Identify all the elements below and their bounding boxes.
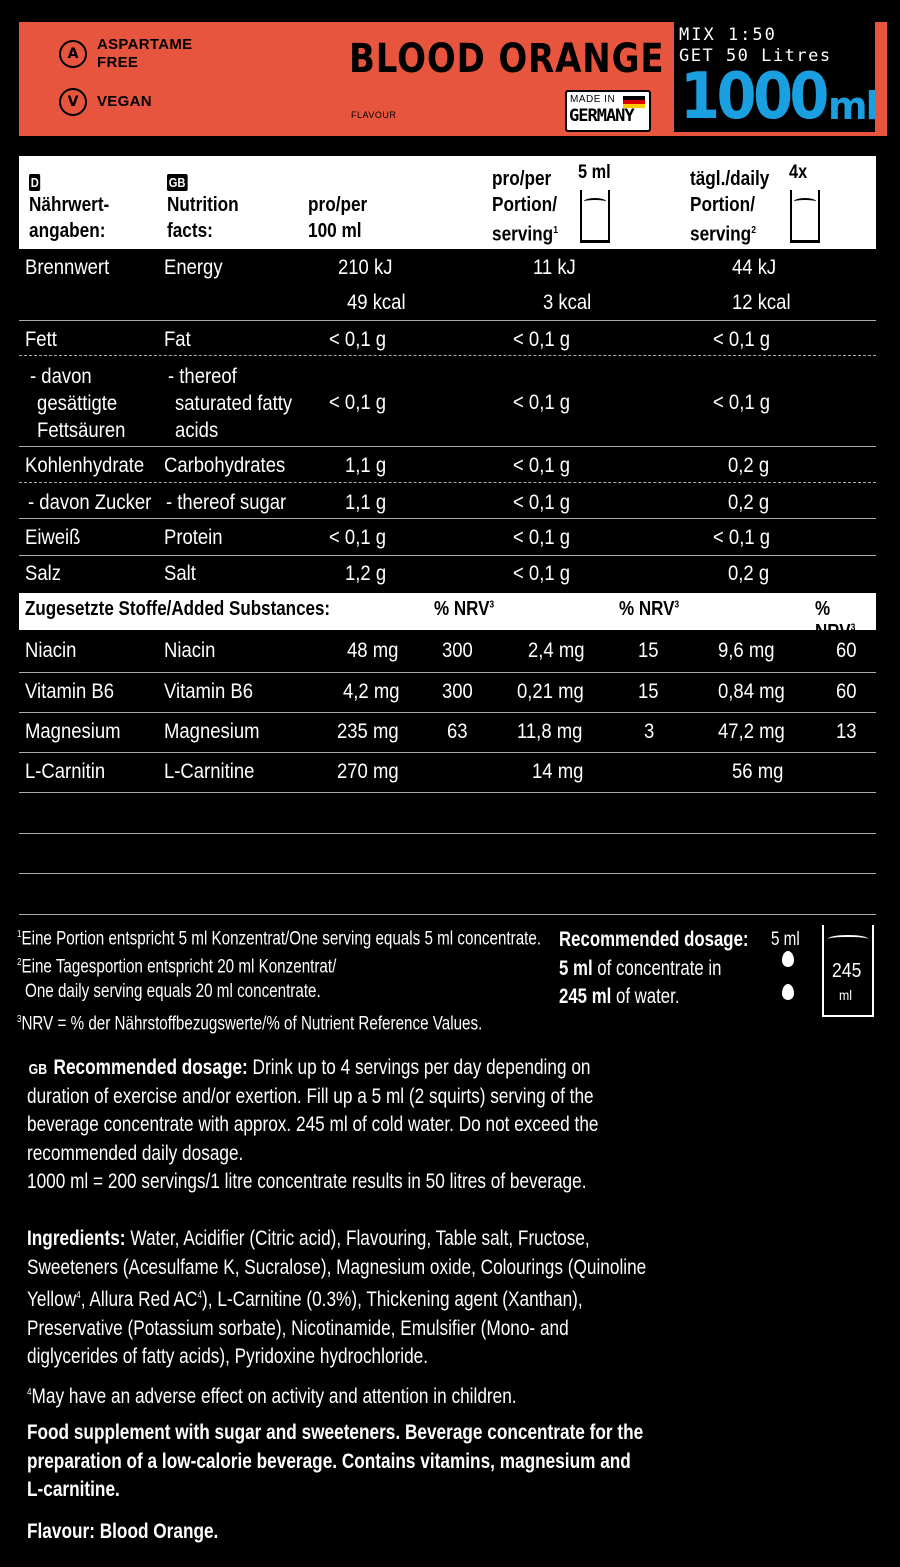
value-serving: < 0,1 g: [513, 562, 571, 585]
row-de: Brennwert: [25, 256, 110, 279]
row-gb: Salt: [164, 562, 196, 585]
footnote-2: $^2$Eine Tagesportion entspricht 20 ml Konzentrat/: [17, 956, 337, 978]
value-100ml: 1,1 g: [345, 454, 387, 477]
nrv-daily: 60: [836, 639, 857, 662]
mix-ratio-box: [674, 22, 875, 132]
glass-label-4x: 4x: [789, 162, 808, 183]
added-de: L-Carnitin: [25, 760, 106, 783]
value-serving: < 0,1 g: [513, 391, 571, 414]
value-daily: < 0,1 g: [713, 526, 771, 549]
row-de: Kohlenhydrate: [25, 454, 145, 477]
vegan-icon: V: [59, 88, 87, 116]
volume-unit: ml: [828, 84, 877, 128]
nrv-100ml: 300: [442, 680, 473, 703]
header-daily-serving: tägl./daily Portion/ serving$^2$: [690, 168, 770, 246]
row-gb: Energy: [164, 256, 223, 279]
nrv-serving: 15: [638, 680, 659, 703]
made-in-country: GERMANY: [569, 106, 634, 126]
value-serving: < 0,1 g: [513, 328, 571, 351]
value-serving: < 0,1 g: [513, 491, 571, 514]
badge-label: VEGAN: [97, 93, 152, 110]
amount-100ml: 4,2 mg: [343, 680, 400, 703]
amount-serving: 0,21 mg: [517, 680, 584, 703]
flavour-label: FLAVOUR: [351, 110, 397, 120]
row-divider: [19, 320, 876, 321]
nrv-100ml: 63: [447, 720, 468, 743]
row-divider: [19, 914, 876, 915]
added-de: Niacin: [25, 639, 77, 662]
amount-serving: 11,8 mg: [517, 720, 583, 743]
header-de: Nährwert- angaben:: [29, 194, 110, 242]
row-divider: [19, 712, 876, 713]
value-serving: 3 kcal: [543, 291, 592, 314]
amount-100ml: 48 mg: [347, 639, 399, 662]
value-daily: 0,2 g: [728, 454, 770, 477]
value-daily: 44 kJ: [732, 256, 777, 279]
drop-icon: [782, 984, 794, 1000]
glass-volume: 245: [832, 960, 862, 982]
added-de: Magnesium: [25, 720, 121, 743]
value-daily: 0,2 g: [728, 491, 770, 514]
vegan-badge: [59, 88, 152, 116]
value-100ml: < 0,1 g: [329, 526, 387, 549]
row-de: Fett: [25, 328, 57, 351]
row-de: Eiweiß: [25, 526, 81, 549]
made-in-text: MADE IN: [570, 94, 616, 105]
row-divider: [19, 873, 876, 874]
nrv-header: % NRV$^3$: [619, 598, 680, 620]
gb-dosage-paragraph: GB Recommended dosage: Drink up to 4 servings per day depending on duration of exercise and/or exertion. Fill up a 5 ml (2 squirts) serving of the beverage concentrate with approx. 245 ml of cold water. Do not exceed the recommended daily dosage. 1000 ml = 200 servings/1 litre concentrate results in 50 litres of beverage.: [27, 1054, 650, 1197]
row-divider: [19, 482, 876, 483]
value-serving: 11 kJ: [533, 256, 576, 279]
row-divider: [19, 446, 876, 447]
mix-ratio: MIX 1:50: [679, 25, 777, 45]
row-gb: Protein: [164, 526, 223, 549]
value-serving: < 0,1 g: [513, 526, 571, 549]
row-divider: [19, 355, 876, 356]
lang-tag-de: D: [30, 175, 39, 190]
value-100ml: < 0,1 g: [329, 328, 387, 351]
amount-100ml: 270 mg: [337, 760, 399, 783]
header-per-serving: pro/per Portion/ serving$^1$: [492, 168, 558, 246]
amount-daily: 47,2 mg: [718, 720, 785, 743]
nrv-100ml: 300: [442, 639, 473, 662]
row-divider: [19, 672, 876, 673]
nrv-serving: 15: [638, 639, 659, 662]
row-de: Salz: [25, 562, 61, 585]
servings-line: 1000 ml = 200 servings/1 litre concentrate results in 50 litres of beverage.: [27, 1170, 587, 1193]
made-in-germany-badge: [565, 90, 651, 132]
flavour-line: Flavour: Blood Orange.: [27, 1520, 219, 1543]
value-100ml: 1,1 g: [345, 491, 387, 514]
nrv-daily: 13: [836, 720, 857, 743]
lang-tag-gb: GB: [168, 175, 186, 190]
row-gb: Carbohydrates: [164, 454, 286, 477]
footnote-2b: One daily serving equals 20 ml concentrate.: [25, 981, 321, 1002]
nrv-header: % NRV$^3$: [434, 598, 495, 620]
amount-serving: 14 mg: [532, 760, 584, 783]
row-gb: Fat: [164, 328, 191, 351]
glass-unit: ml: [839, 987, 853, 1003]
nutrition-table-header: [19, 156, 876, 249]
amount-daily: 0,84 mg: [718, 680, 785, 703]
value-daily: 0,2 g: [728, 562, 770, 585]
value-100ml: < 0,1 g: [329, 391, 387, 414]
amount-serving: 2,4 mg: [528, 639, 585, 662]
row-divider: [19, 833, 876, 834]
supplement-statement: Food supplement with sugar and sweeteners. Beverage concentrate for the preparation of a low-calorie beverage. Contains vitamins, magnesium and L-carnitine.: [27, 1421, 644, 1501]
row-divider: [19, 518, 876, 519]
value-100ml: 210 kJ: [338, 256, 393, 279]
glass-label-5ml: 5 ml: [578, 162, 611, 183]
glass-icon: [790, 190, 820, 243]
flavour-title: BLOOD ORANGE: [349, 36, 665, 82]
ingredients-footnote: $^4$May have an adverse effect on activity and attention in children.: [27, 1385, 517, 1408]
row-de: - davon gesättigte Fettsäuren: [30, 365, 126, 442]
ingredients-paragraph: Ingredients: Water, Acidifier (Citric acid), Flavouring, Table salt, Fructose, Sweeteners (Acesulfame K, Sucralose), Magnesium oxide, Colourings (Quinoline Yellow$^4$, Allura Red $AC^4$), L-Carnitine (0.3%), Thickening agent (Xanthan), Preservative (Potassium sorbate), Nicotinamide, Emulsifier (Mono- and diglycerides of fatty acids), Pyridoxine hydrochloride.: [27, 1227, 647, 1368]
value-daily: < 0,1 g: [713, 328, 771, 351]
row-divider: [19, 792, 876, 793]
value-daily: 12 kcal: [732, 291, 791, 314]
added-gb: Magnesium: [164, 720, 260, 743]
badge-label: FREE: [97, 54, 139, 71]
lang-tag-gb: GB: [28, 1061, 48, 1078]
nrv-daily: 60: [836, 680, 857, 703]
get-litres: GET 50 Litres: [679, 46, 832, 66]
dosage-line-2: 5 ml of concentrate in: [559, 957, 722, 980]
added-gb: Niacin: [164, 639, 216, 662]
amount-daily: 56 mg: [732, 760, 784, 783]
footnote-3: $^3$NRV = % der Nährstoffbezugswerte/% of Nutrient Reference Values.: [17, 1013, 483, 1035]
drop-icon: [782, 951, 794, 967]
footnote-1: $^1$Eine Portion entspricht 5 ml Konzentrat/One serving equals 5 ml concentrate.: [17, 928, 542, 950]
row-divider: [19, 752, 876, 753]
header-banner: [19, 22, 887, 136]
glass-icon: [580, 190, 610, 243]
row-de: - davon Zucker: [28, 491, 152, 514]
added-substances-bar: [19, 593, 876, 643]
amount-100ml: 235 mg: [337, 720, 399, 743]
added-gb: L-Carnitine: [164, 760, 255, 783]
glass-icon: [822, 925, 874, 1017]
dosage-line-3: 245 ml of water.: [559, 985, 680, 1008]
dosage-5ml-label: 5 ml: [771, 929, 800, 950]
value-daily: < 0,1 g: [713, 391, 771, 414]
added-de: Vitamin B6: [25, 680, 115, 703]
value-100ml: 49 kcal: [347, 291, 406, 314]
row-divider: [19, 555, 876, 556]
amount-daily: 9,6 mg: [718, 639, 775, 662]
badge-label: ASPARTAME: [97, 36, 193, 53]
value-100ml: 1,2 g: [345, 562, 387, 585]
nrv-header: % NRV$^3$: [815, 598, 856, 643]
row-gb: - thereof sugar: [166, 491, 287, 514]
aspartame-free-icon: A: [59, 40, 87, 68]
value-serving: < 0,1 g: [513, 454, 571, 477]
header-gb: Nutrition facts:: [167, 194, 239, 242]
nrv-serving: 3: [644, 720, 655, 743]
header-per-100ml: pro/per 100 ml: [308, 194, 368, 242]
aspartame-free-badge: [59, 36, 192, 72]
added-substances-title: Zugesetzte Stoffe/Added Substances:: [25, 598, 331, 620]
volume-value: 1000: [680, 60, 826, 134]
dosage-title: Recommended dosage:: [559, 928, 749, 951]
added-gb: Vitamin B6: [164, 680, 254, 703]
row-gb: - thereof saturated fatty acids: [168, 365, 293, 442]
